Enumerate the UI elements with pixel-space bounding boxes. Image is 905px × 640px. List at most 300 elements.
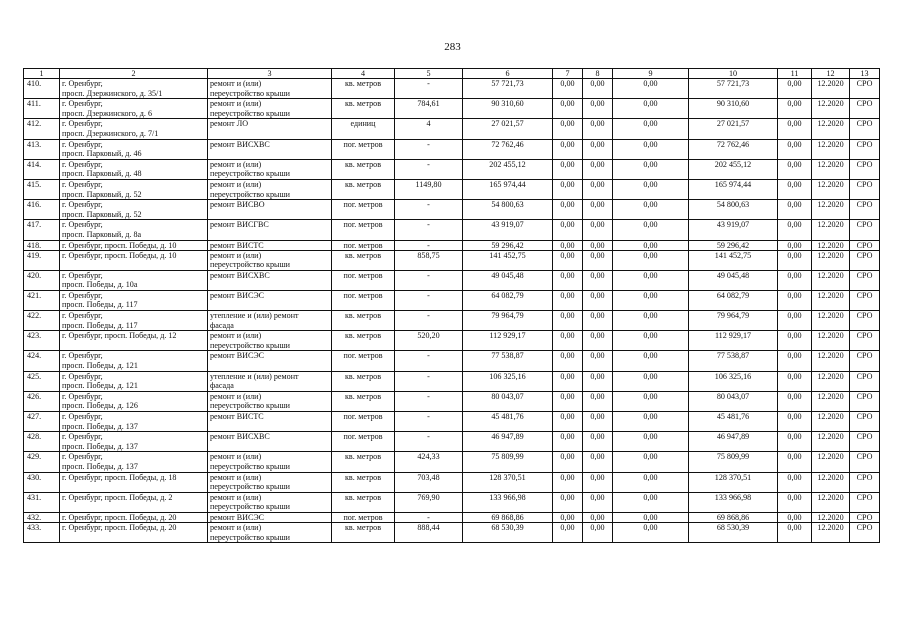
table-row [24,139,880,159]
address-cell-line: г. Оренбург, [62,371,103,381]
col7-cell: 0,00 [553,290,583,310]
col7-cell: 0,00 [553,351,583,371]
volume-cell: 4 [395,119,463,139]
row-number: 429. [24,452,60,472]
row-number: 412. [24,119,60,139]
volume-cell: 424,33 [395,452,463,472]
date-cell: 12.2020 [812,522,850,542]
volume-cell: - [395,270,463,290]
repair-table [23,68,880,543]
total-cell: 72 762,46 [689,139,778,159]
column-number-6: 6 [463,69,553,79]
address-cell [60,99,208,119]
column-number-10: 10 [689,69,778,79]
total-cell: 43 919,07 [689,220,778,240]
col9-cell: 0,00 [613,391,689,411]
volume-cell: - [395,311,463,331]
column-number-2: 2 [60,69,208,79]
total-cell: 90 310,60 [689,99,778,119]
work-type-cell [208,240,332,250]
work-type-cell-line: переустройство крыши [210,532,291,542]
table-row [24,179,880,199]
column-number-11: 11 [778,69,812,79]
col7-cell: 0,00 [553,432,583,452]
cost-cell: 133 966,98 [463,492,553,512]
date-cell: 12.2020 [812,351,850,371]
work-type-cell-line: ремонт и (или) [210,522,262,532]
address-cell-line: г. Оренбург, просп. Победы, д. 10 [62,250,177,260]
col7-cell: 0,00 [553,159,583,179]
col8-cell: 0,00 [583,220,613,240]
work-type-cell [208,179,332,199]
col7-cell: 0,00 [553,311,583,331]
column-number-row [24,69,880,79]
row-number: 413. [24,139,60,159]
col8-cell: 0,00 [583,472,613,492]
cost-cell: 106 325,16 [463,371,553,391]
address-cell [60,179,208,199]
total-cell: 46 947,89 [689,432,778,452]
unit-cell: пог. метров [332,412,395,432]
work-type-cell-line: переустройство крыши [210,482,291,492]
col11-cell: 0,00 [778,412,812,432]
col8-cell: 0,00 [583,270,613,290]
unit-cell: пог. метров [332,351,395,371]
total-cell: 59 296,42 [689,240,778,250]
address-cell-line: г. Оренбург, [62,391,103,401]
row-number: 411. [24,99,60,119]
date-cell: 12.2020 [812,432,850,452]
unit-cell: пог. метров [332,220,395,240]
col11-cell: 0,00 [778,522,812,542]
table-row [24,311,880,331]
unit-cell: пог. метров [332,270,395,290]
address-cell [60,200,208,220]
volume-cell: - [395,371,463,391]
address-cell [60,432,208,452]
cost-cell: 202 455,12 [463,159,553,179]
unit-cell: кв. метров [332,522,395,542]
cost-cell: 27 021,57 [463,119,553,139]
cost-cell: 80 043,07 [463,391,553,411]
row-number: 426. [24,391,60,411]
work-type-cell [208,492,332,512]
address-cell-line: просп. Победы, д. 121 [62,381,138,391]
unit-cell: кв. метров [332,391,395,411]
unit-cell: кв. метров [332,79,395,99]
row-number: 424. [24,351,60,371]
work-type-cell [208,522,332,542]
column-number-12: 12 [812,69,850,79]
total-cell: 112 929,17 [689,331,778,351]
col11-cell: 0,00 [778,492,812,512]
unit-cell: кв. метров [332,250,395,270]
date-cell: 12.2020 [812,250,850,270]
col8-cell: 0,00 [583,159,613,179]
work-type-cell-line: ремонт и (или) [210,391,262,401]
source-cell: СРО [850,290,880,310]
address-cell-line: просп. Победы, д. 137 [62,421,138,431]
col9-cell: 0,00 [613,159,689,179]
work-type-cell-line: переустройство крыши [210,108,291,118]
work-type-cell-line: ремонт ВИСЭС [210,512,265,522]
work-type-cell [208,79,332,99]
repair-table-container [23,68,880,543]
cost-cell: 141 452,75 [463,250,553,270]
col8-cell: 0,00 [583,200,613,220]
address-cell-line: г. Оренбург, [62,139,103,149]
address-cell-line: г. Оренбург, [62,412,103,421]
date-cell: 12.2020 [812,119,850,139]
source-cell: СРО [850,472,880,492]
work-type-cell-line: ремонт ВИСЭС [210,351,265,361]
col7-cell: 0,00 [553,79,583,99]
unit-cell: пог. метров [332,432,395,452]
work-type-cell [208,371,332,391]
col11-cell: 0,00 [778,452,812,472]
work-type-cell-line: переустройство крыши [210,340,291,350]
unit-cell: кв. метров [332,331,395,351]
col8-cell: 0,00 [583,512,613,522]
row-number: 418. [24,240,60,250]
work-type-cell [208,250,332,270]
unit-cell: кв. метров [332,472,395,492]
address-cell [60,391,208,411]
work-type-cell-line: ремонт и (или) [210,492,262,502]
col8-cell: 0,00 [583,371,613,391]
source-cell: СРО [850,522,880,542]
source-cell: СРО [850,311,880,331]
column-number-13: 13 [850,69,880,79]
col7-cell: 0,00 [553,452,583,472]
cost-cell: 43 919,07 [463,220,553,240]
volume-cell: - [395,412,463,432]
row-number: 433. [24,522,60,542]
address-cell-line: г. Оренбург, [62,159,103,169]
work-type-cell-line: ремонт ВИСТС [210,412,264,421]
date-cell: 12.2020 [812,79,850,99]
date-cell: 12.2020 [812,492,850,512]
work-type-cell-line: утепление и (или) ремонт [210,311,299,321]
volume-cell: - [395,240,463,250]
col7-cell: 0,00 [553,412,583,432]
table-row [24,512,880,522]
col7-cell: 0,00 [553,472,583,492]
work-type-cell [208,220,332,240]
total-cell: 79 964,79 [689,311,778,331]
source-cell: СРО [850,179,880,199]
table-row [24,290,880,310]
address-cell [60,371,208,391]
work-type-cell-line: ремонт ЛО [210,119,249,129]
col9-cell: 0,00 [613,290,689,310]
col11-cell: 0,00 [778,371,812,391]
col7-cell: 0,00 [553,512,583,522]
source-cell: СРО [850,250,880,270]
address-cell-line: просп. Дзержинского, д. 35/1 [62,88,163,98]
date-cell: 12.2020 [812,200,850,220]
table-row [24,492,880,512]
address-cell-line: г. Оренбург, [62,99,103,109]
table-row [24,79,880,99]
col7-cell: 0,00 [553,522,583,542]
volume-cell: - [395,220,463,240]
col7-cell: 0,00 [553,200,583,220]
cost-cell: 165 974,44 [463,179,553,199]
col8-cell: 0,00 [583,412,613,432]
work-type-cell [208,472,332,492]
work-type-cell-line: ремонт ВИСЭС [210,290,265,300]
date-cell: 12.2020 [812,311,850,331]
col9-cell: 0,00 [613,512,689,522]
col11-cell: 0,00 [778,391,812,411]
col8-cell: 0,00 [583,179,613,199]
address-cell-line: просп. Победы, д. 10а [62,280,138,290]
work-type-cell [208,311,332,331]
address-cell [60,250,208,270]
work-type-cell-line: ремонт и (или) [210,79,262,88]
address-cell [60,311,208,331]
col11-cell: 0,00 [778,119,812,139]
date-cell: 12.2020 [812,412,850,432]
unit-cell: пог. метров [332,139,395,159]
col9-cell: 0,00 [613,432,689,452]
col11-cell: 0,00 [778,311,812,331]
address-cell-line: г. Оренбург, просп. Победы, д. 10 [62,240,177,250]
total-cell: 45 481,76 [689,412,778,432]
column-number-9: 9 [613,69,689,79]
col11-cell: 0,00 [778,139,812,159]
col7-cell: 0,00 [553,331,583,351]
work-type-cell-line: фасада [210,381,234,391]
address-cell-line: просп. Парковый, д. 52 [62,189,142,199]
col9-cell: 0,00 [613,179,689,199]
address-cell-line: г. Оренбург, [62,432,103,442]
address-cell [60,270,208,290]
col7-cell: 0,00 [553,220,583,240]
address-cell-line: просп. Дзержинского, д. 7/1 [62,128,159,138]
work-type-cell [208,270,332,290]
source-cell: СРО [850,351,880,371]
table-row [24,119,880,139]
unit-cell: единиц [332,119,395,139]
table-row [24,351,880,371]
col9-cell: 0,00 [613,472,689,492]
col8-cell: 0,00 [583,522,613,542]
total-cell: 133 966,98 [689,492,778,512]
row-number: 428. [24,432,60,452]
work-type-cell-line: ремонт и (или) [210,331,262,341]
work-type-cell [208,432,332,452]
col9-cell: 0,00 [613,452,689,472]
date-cell: 12.2020 [812,220,850,240]
date-cell: 12.2020 [812,512,850,522]
work-type-cell-line: переустройство крыши [210,260,291,270]
col11-cell: 0,00 [778,512,812,522]
col9-cell: 0,00 [613,522,689,542]
address-cell-line: г. Оренбург, просп. Победы, д. 20 [62,512,177,522]
unit-cell: пог. метров [332,290,395,310]
table-row [24,371,880,391]
table-body [24,79,880,543]
volume-cell: 769,90 [395,492,463,512]
address-cell-line: просп. Победы, д. 117 [62,320,138,330]
address-cell [60,522,208,542]
table-row [24,200,880,220]
work-type-cell-line: ремонт ВИСВО [210,200,265,210]
source-cell: СРО [850,512,880,522]
col7-cell: 0,00 [553,119,583,139]
work-type-cell-line: переустройство крыши [210,169,291,179]
volume-cell: 520,20 [395,331,463,351]
total-cell: 202 455,12 [689,159,778,179]
table-row [24,391,880,411]
table-row [24,99,880,119]
address-cell-line: г. Оренбург, [62,179,103,189]
col8-cell: 0,00 [583,351,613,371]
table-row [24,472,880,492]
source-cell: СРО [850,220,880,240]
volume-cell: 858,75 [395,250,463,270]
col9-cell: 0,00 [613,240,689,250]
work-type-cell-line: ремонт ВИСХВС [210,270,270,280]
row-number: 432. [24,512,60,522]
column-number-7: 7 [553,69,583,79]
col8-cell: 0,00 [583,311,613,331]
table-row [24,522,880,542]
unit-cell: кв. метров [332,159,395,179]
col8-cell: 0,00 [583,432,613,452]
row-number: 427. [24,412,60,432]
column-number-1: 1 [24,69,60,79]
cost-cell: 128 370,51 [463,472,553,492]
col7-cell: 0,00 [553,179,583,199]
address-cell [60,119,208,139]
col9-cell: 0,00 [613,351,689,371]
source-cell: СРО [850,119,880,139]
column-number-8: 8 [583,69,613,79]
work-type-cell-line: переустройство крыши [210,502,291,512]
cost-cell: 72 762,46 [463,139,553,159]
column-number-3: 3 [208,69,332,79]
address-cell-line: просп. Дзержинского, д. 6 [62,108,152,118]
cost-cell: 75 809,99 [463,452,553,472]
col11-cell: 0,00 [778,351,812,371]
table-row [24,432,880,452]
col9-cell: 0,00 [613,371,689,391]
cost-cell: 112 929,17 [463,331,553,351]
col7-cell: 0,00 [553,99,583,119]
table-row [24,240,880,250]
col11-cell: 0,00 [778,220,812,240]
col8-cell: 0,00 [583,240,613,250]
address-cell-line: просп. Парковый, д. 46 [62,149,142,159]
address-cell [60,331,208,351]
address-cell-line: г. Оренбург, [62,220,103,230]
date-cell: 12.2020 [812,290,850,310]
col9-cell: 0,00 [613,79,689,99]
cost-cell: 57 721,73 [463,79,553,99]
total-cell: 80 043,07 [689,391,778,411]
address-cell-line: просп. Победы, д. 137 [62,461,138,471]
work-type-cell [208,159,332,179]
address-cell-line: г. Оренбург, просп. Победы, д. 12 [62,331,177,341]
cost-cell: 77 538,87 [463,351,553,371]
work-type-cell-line: ремонт ВИСТС [210,240,264,250]
row-number: 419. [24,250,60,270]
work-type-cell-line: ремонт ВИСХВС [210,432,270,442]
date-cell: 12.2020 [812,139,850,159]
volume-cell: - [395,290,463,310]
col11-cell: 0,00 [778,290,812,310]
address-cell [60,512,208,522]
col8-cell: 0,00 [583,331,613,351]
address-cell-line: г. Оренбург, [62,270,103,280]
table-row [24,159,880,179]
address-cell-line: г. Оренбург, [62,311,103,321]
col9-cell: 0,00 [613,200,689,220]
date-cell: 12.2020 [812,391,850,411]
unit-cell: пог. метров [332,200,395,220]
address-cell-line: г. Оренбург, просп. Победы, д. 20 [62,522,177,532]
work-type-cell [208,290,332,310]
col9-cell: 0,00 [613,492,689,512]
unit-cell: кв. метров [332,452,395,472]
col11-cell: 0,00 [778,250,812,270]
address-cell [60,240,208,250]
row-number: 410. [24,79,60,99]
volume-cell: - [395,391,463,411]
cost-cell: 68 530,39 [463,522,553,542]
address-cell-line: просп. Парковый, д. 52 [62,209,142,219]
address-cell-line: просп. Победы, д. 121 [62,361,138,371]
cost-cell: 64 082,79 [463,290,553,310]
address-cell-line: г. Оренбург, [62,200,103,210]
cost-cell: 45 481,76 [463,412,553,432]
cost-cell: 69 868,86 [463,512,553,522]
volume-cell: - [395,512,463,522]
work-type-cell-line: переустройство крыши [210,88,291,98]
row-number: 417. [24,220,60,240]
unit-cell: кв. метров [332,311,395,331]
work-type-cell-line: ремонт и (или) [210,452,262,462]
col7-cell: 0,00 [553,139,583,159]
col9-cell: 0,00 [613,119,689,139]
unit-cell: кв. метров [332,371,395,391]
source-cell: СРО [850,391,880,411]
address-cell-line: г. Оренбург, [62,351,103,361]
work-type-cell-line: фасада [210,320,234,330]
unit-cell: кв. метров [332,492,395,512]
column-number-5: 5 [395,69,463,79]
row-number: 416. [24,200,60,220]
work-type-cell-line: ремонт и (или) [210,472,262,482]
work-type-cell [208,119,332,139]
cost-cell: 49 045,48 [463,270,553,290]
work-type-cell [208,452,332,472]
date-cell: 12.2020 [812,99,850,119]
address-cell [60,220,208,240]
address-cell-line: г. Оренбург, [62,290,103,300]
col8-cell: 0,00 [583,119,613,139]
address-cell-line: г. Оренбург, просп. Победы, д. 2 [62,492,173,502]
row-number: 421. [24,290,60,310]
volume-cell: - [395,139,463,159]
address-cell [60,159,208,179]
source-cell: СРО [850,240,880,250]
total-cell: 128 370,51 [689,472,778,492]
col8-cell: 0,00 [583,79,613,99]
